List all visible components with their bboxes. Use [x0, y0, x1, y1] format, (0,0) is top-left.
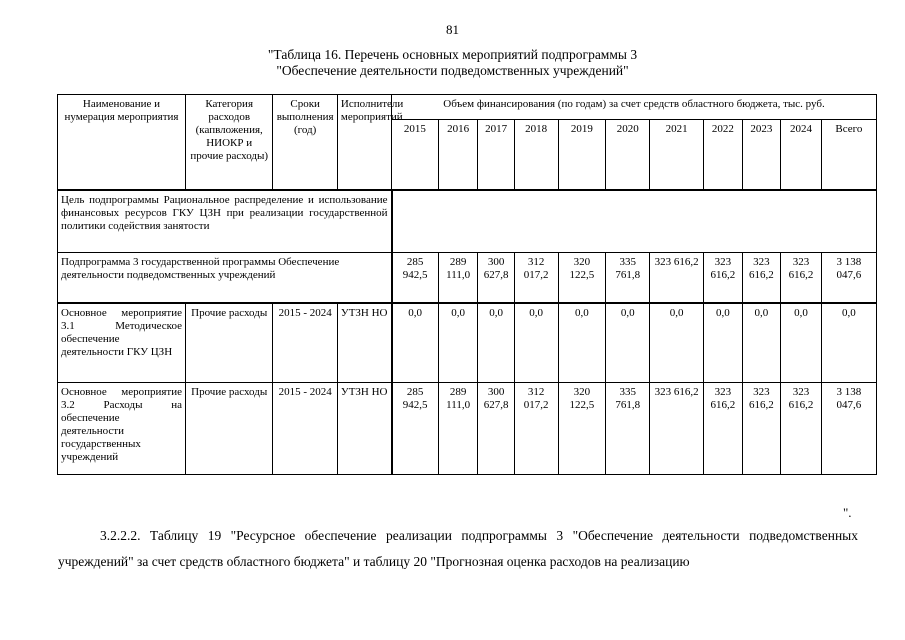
subprogram-row	[58, 253, 877, 304]
subprogram-value: 323 616,2	[650, 253, 704, 304]
measure-value: 323 616,2	[650, 383, 704, 475]
goal-cell: Цель подпрограммы Рациональное распределение и использование финансовых ресурсов ГКУ ЦЗН при реализации государственной политики содействия занятости	[58, 190, 392, 253]
header-year: 2023	[742, 120, 781, 191]
header-year: 2024	[781, 120, 822, 191]
measure-value: 323 616,2	[742, 383, 781, 475]
goal-row	[58, 190, 877, 253]
measure-value: 300 627,8	[478, 383, 514, 475]
header-year: 2015	[392, 120, 439, 191]
measures-table	[57, 94, 877, 475]
measure-value: 0,0	[781, 303, 822, 383]
measure-value: 0,0	[704, 303, 743, 383]
title-line-2: "Обеспечение деятельности подведомственных учреждений"	[276, 63, 629, 78]
title-line-1: "Таблица 16. Перечень основных мероприятий подпрограммы 3	[267, 47, 638, 62]
measure-row	[58, 383, 877, 475]
measure-value: 323 616,2	[704, 383, 743, 475]
measure-value: 0,0	[392, 303, 439, 383]
subprogram-value: 335 761,8	[606, 253, 650, 304]
measure-category: Прочие расходы	[185, 383, 272, 475]
measure-row	[58, 303, 877, 383]
measure-value: 0,0	[742, 303, 781, 383]
header-year: 2019	[558, 120, 606, 191]
header-funding: Объем финансирования (по годам) за счет средств областного бюджета, тыс. руб.	[392, 95, 877, 120]
measure-value: 0,0	[514, 303, 558, 383]
measure-terms: 2015 - 2024	[273, 303, 338, 383]
measure-value: 312 017,2	[514, 383, 558, 475]
subprogram-value: 312 017,2	[514, 253, 558, 304]
measure-terms: 2015 - 2024	[273, 383, 338, 475]
subprogram-value: 323 616,2	[742, 253, 781, 304]
header-name: Наименование и нумерация мероприятия	[58, 95, 186, 191]
header-category: Категория расходов (капвложения, НИОКР и прочие расходы)	[185, 95, 272, 191]
subprogram-value: 285 942,5	[392, 253, 439, 304]
measure-value: 0,0	[438, 303, 478, 383]
measure-name: Основное мероприятие 3.1 Методическое обеспечение деятельности ГКУ ЦЗН	[58, 303, 186, 383]
measure-value: 335 761,8	[606, 383, 650, 475]
subprogram-value: 289 111,0	[438, 253, 478, 304]
table-title	[0, 47, 905, 79]
paragraph-text: 3.2.2.2. Таблицу 19 "Ресурсное обеспечение реализации подпрограммы 3 "Обеспечение деятельности подведомственных учреждений" за счет средств областного бюджета" и таблицу 20 "Прогнозная оценка расходов на реализацию	[58, 528, 858, 569]
measure-category: Прочие расходы	[185, 303, 272, 383]
header-year: 2020	[606, 120, 650, 191]
subprogram-value: 320 122,5	[558, 253, 606, 304]
measure-executor: УТЗН НО	[337, 383, 391, 475]
measure-total: 0,0	[821, 303, 876, 383]
header-year: 2021	[650, 120, 704, 191]
header-executors: Исполнители мероприятий	[337, 95, 391, 191]
header-year: 2022	[704, 120, 743, 191]
measure-value: 285 942,5	[392, 383, 439, 475]
subprogram-value: 323 616,2	[704, 253, 743, 304]
header-year: 2017	[478, 120, 514, 191]
header-year: 2018	[514, 120, 558, 191]
closing-quote: ".	[843, 505, 852, 520]
header-total: Всего	[821, 120, 876, 191]
measure-value: 0,0	[478, 303, 514, 383]
measure-total: 3 138 047,6	[821, 383, 876, 475]
subprogram-value: 300 627,8	[478, 253, 514, 304]
measure-value: 320 122,5	[558, 383, 606, 475]
measure-value: 0,0	[606, 303, 650, 383]
page-number: 81	[446, 22, 459, 37]
measure-value: 323 616,2	[781, 383, 822, 475]
measure-value: 0,0	[558, 303, 606, 383]
measure-executor: УТЗН НО	[337, 303, 391, 383]
measure-value: 0,0	[650, 303, 704, 383]
measure-value: 289 111,0	[438, 383, 478, 475]
goal-empty-cell	[392, 190, 877, 253]
subprogram-value: 323 616,2	[781, 253, 822, 304]
header-year: 2016	[438, 120, 478, 191]
body-paragraph	[58, 523, 858, 575]
subprogram-total: 3 138 047,6	[821, 253, 876, 304]
measure-name: Основное мероприятие 3.2 Расходы на обеспечение деятельности государственных учреждений	[58, 383, 186, 475]
header-terms: Сроки выполнения (год)	[273, 95, 338, 191]
subprogram-name: Подпрограмма 3 государственной программы Обеспечение деятельности подведомственных учреждений	[58, 253, 392, 304]
header-row	[58, 95, 877, 120]
